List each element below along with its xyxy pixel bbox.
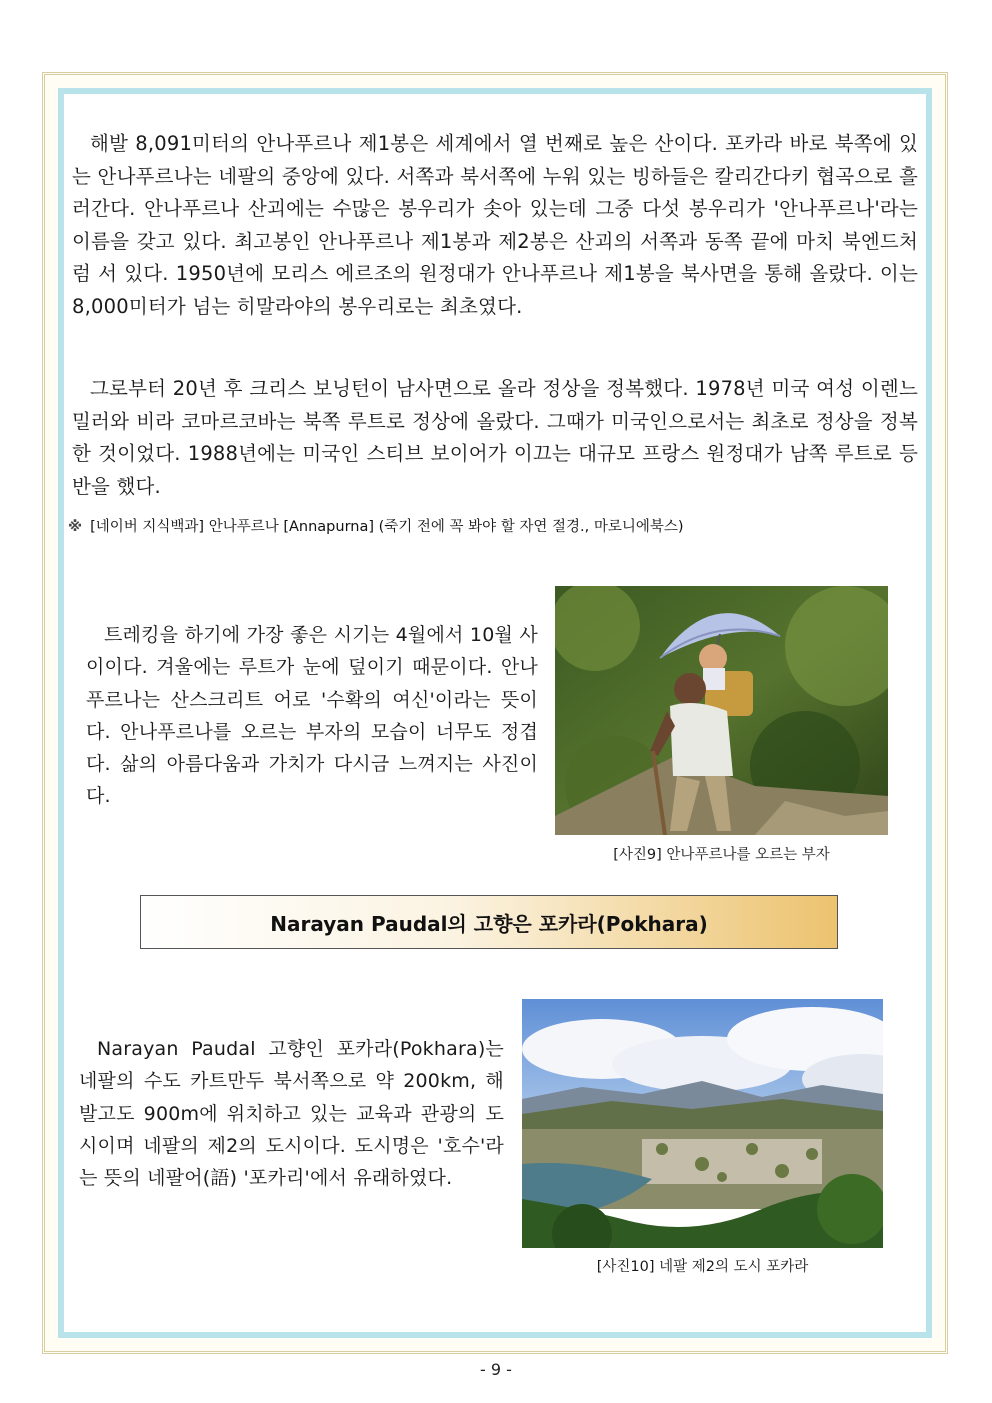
- photo9-caption: [사진9] 안나푸르나를 오르는 부자: [613, 847, 830, 863]
- trekking-paragraph: 트레킹을 하기에 가장 좋은 시기는 4월에서 10월 사이이다. 겨울에는 루트가 눈에 덮이기 때문이다. 안나푸르나는 산스크리트 어로 '수확의 여신'이라는 뜻이다. 안나푸르나를 오르는 부자의 모습이 너무도 정겹다. 삶의 아름다움과 가치가 다시금 느껴지는 사진이다.: [86, 624, 538, 808]
- section-title: Narayan Paudal의 고향은 포카라(Pokhara): [270, 911, 708, 936]
- pokhara-paragraph: Narayan Paudal 고향인 포카라(Pokhara)는 네팔의 수도 카트만두 북서쪽으로 약 200km, 해발고도 900m에 위치하고 있는 교육과 관광의 도시이며 네팔의 제2의 도시이다. 도시명은 '호수'라는 뜻의 네팔어(語) '포카리'에서 유래하였다.: [79, 1038, 504, 1190]
- photo-pokhara-city: [522, 999, 883, 1248]
- photo-pokhara-city-image: [522, 999, 883, 1248]
- section-title-box: [140, 895, 838, 949]
- reference-mark: ※: [68, 519, 83, 535]
- page-number: - 9 -: [480, 1360, 512, 1379]
- annapurna-history-paragraph: 그로부터 20년 후 크리스 보닝턴이 남사면으로 올라 정상을 정복했다. 1978년 미국 여성 이렌느 밀러와 비라 코마르코바는 북쪽 루트로 정상에 올랐다. 그때가 미국인으로서는 최초로 정상을 정복한 것이었다. 1988년에는 미국인 스티브 보이어가 이끄는 대규모 프랑스 원정대가 남쪽 루트로 등반을 했다.: [72, 377, 918, 498]
- source-text: [네이버 지식백과] 안나푸르나 [Annapurna] (죽기 전에 꼭 봐야 할 자연 절경., 마로니에북스): [90, 519, 684, 535]
- annapurna-intro-paragraph: 해발 8,091미터의 안나푸르나 제1봉은 세계에서 열 번째로 높은 산이다. 포카라 바로 북쪽에 있는 안나푸르나는 네팔의 중앙에 있다. 서쪽과 북서쪽에 누워 있는 빙하들은 칼리간다키 협곡으로 흘러간다. 안나푸르나 산괴에는 수많은 봉우리가 솟아 있는데 그중 다섯 봉우리가 '안나푸르나'라는 이름을 갖고 있다. 최고봉인 안나푸르나 제1봉과 제2봉은 산괴의 서쪽과 동쪽 끝에 마치 북엔드처럼 서 있다. 1950년에 모리스 에르조의 원정대가 안나푸르나 제1봉을 북사면을 통해 올랐다. 이는 8,000미터가 넘는 히말라야의 봉우리로는 최초였다.: [72, 132, 918, 318]
- photo-father-son-trek-image: [555, 586, 888, 835]
- source-citation: [68, 515, 928, 536]
- photo-father-son-trek: [555, 586, 888, 835]
- photo10-caption: [사진10] 네팔 제2의 도시 포카라: [596, 1259, 809, 1275]
